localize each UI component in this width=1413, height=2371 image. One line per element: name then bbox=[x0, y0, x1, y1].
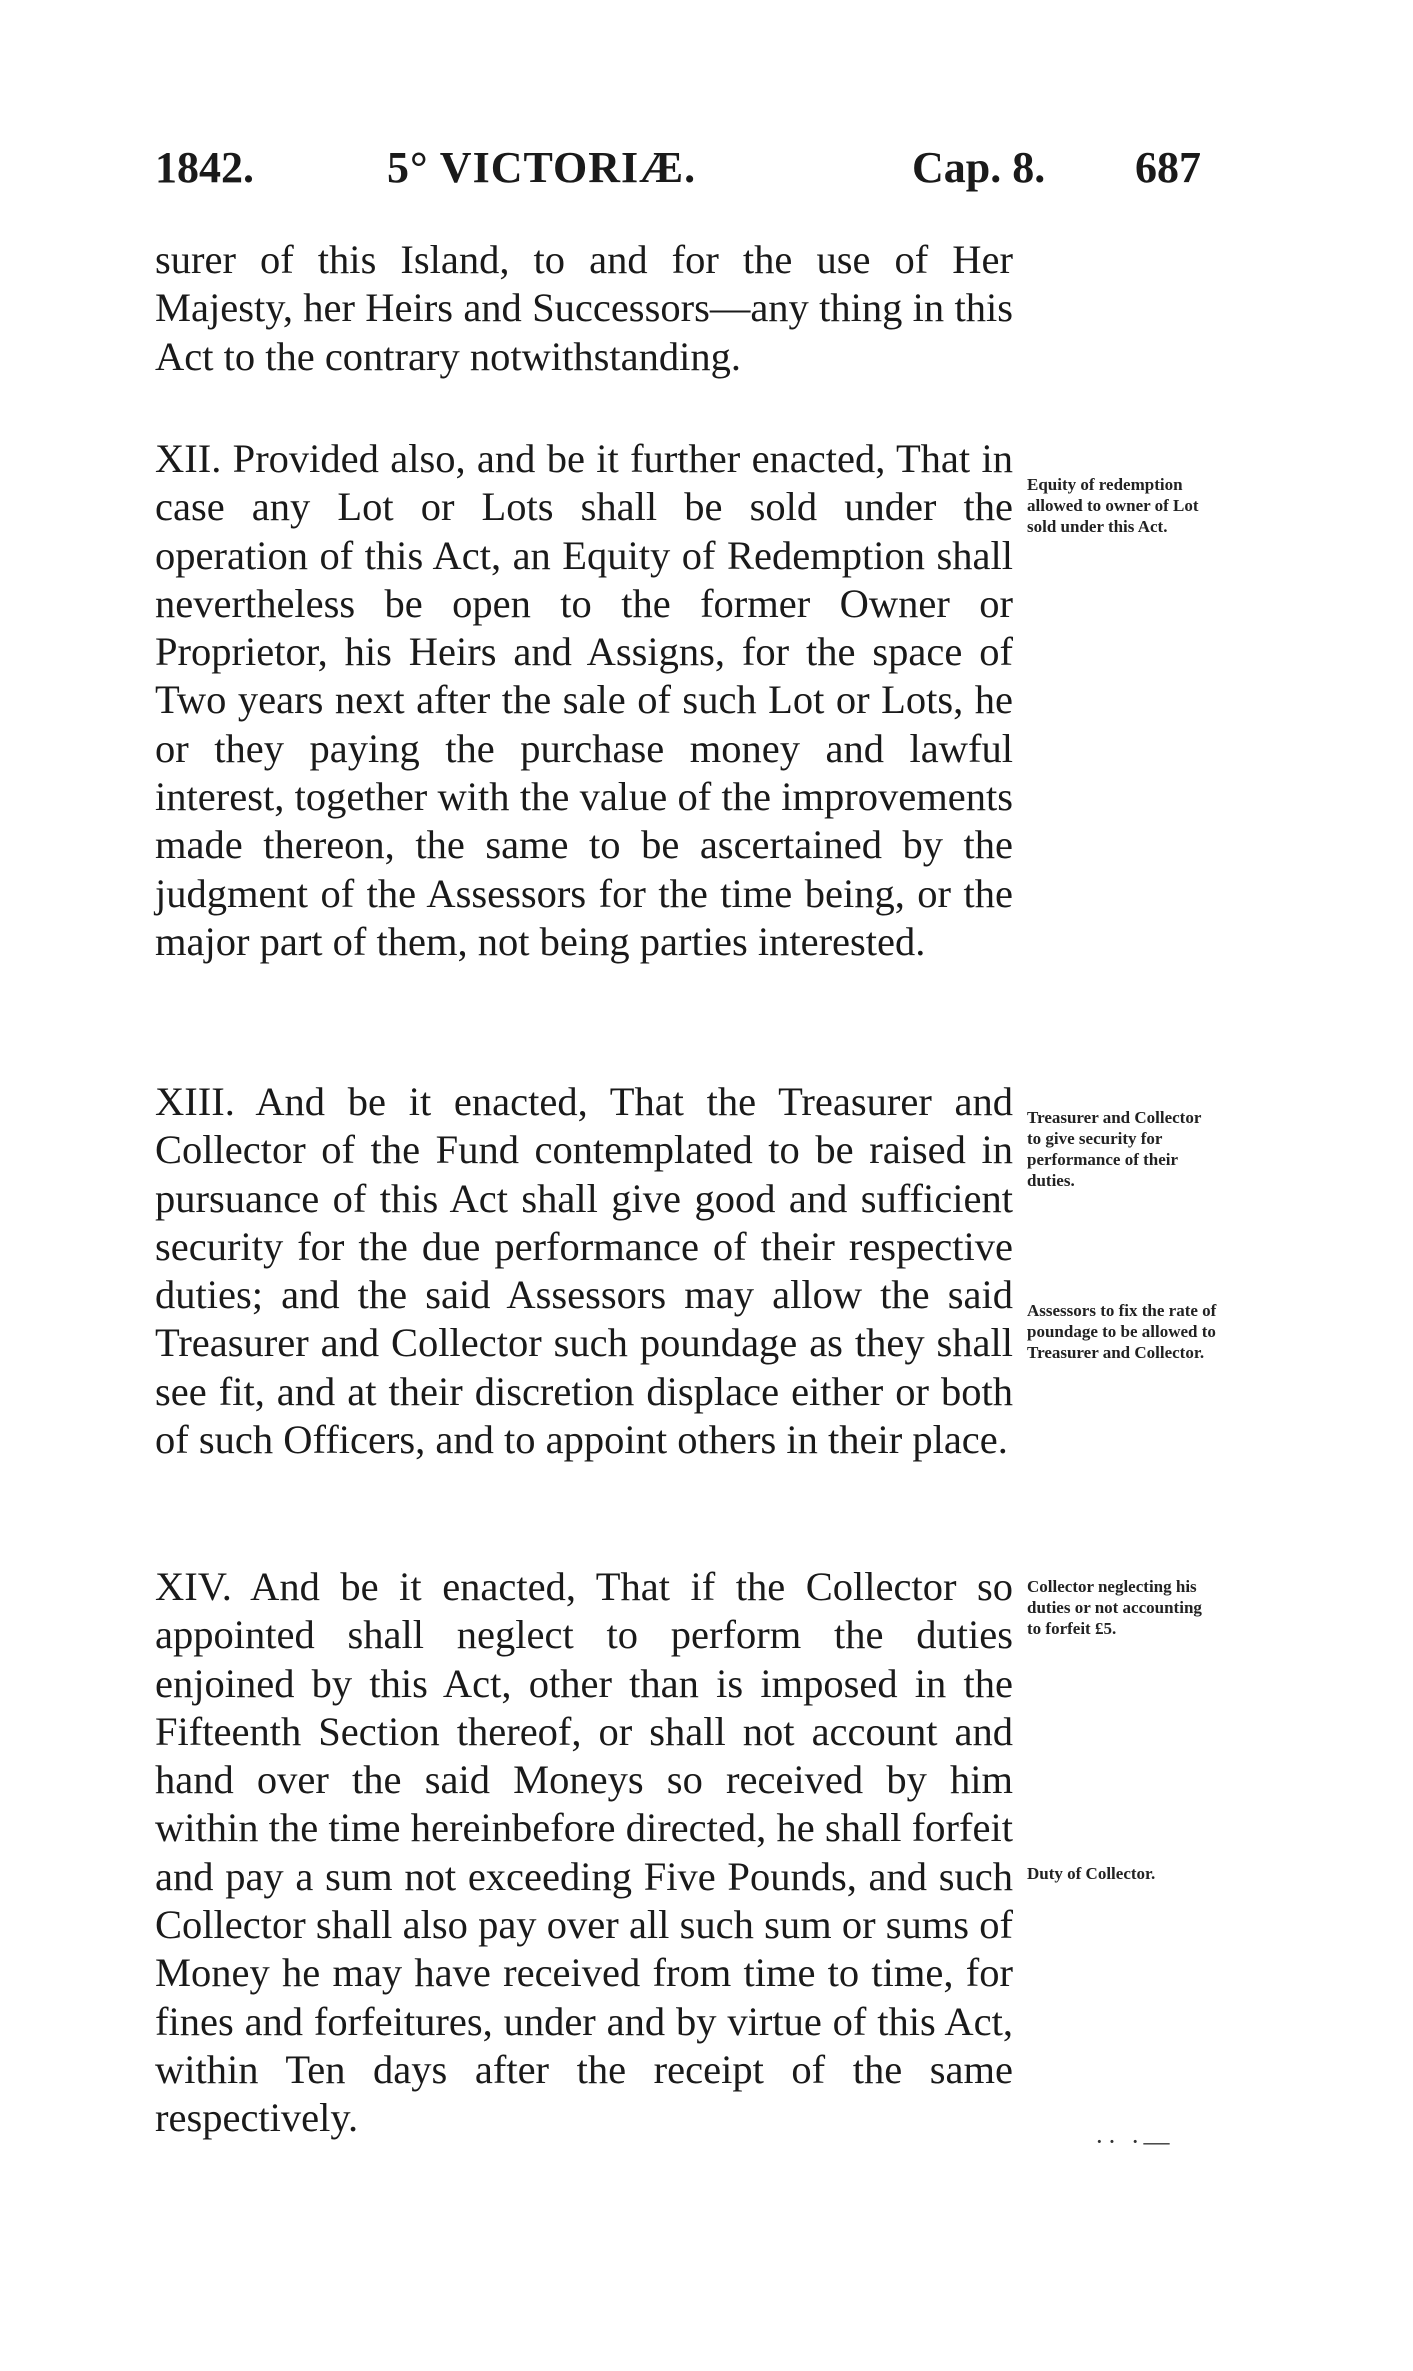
margin-note-duty-of-collector: Duty of Collector. bbox=[1027, 1864, 1156, 1883]
paragraph-text: XII. Provided also, and be it further enacted, That in case any Lot or Lots shall be sold under the operation of this Act, an Equity of Redemption shall nevertheless be open to the former Owner or Proprietor, his Heirs and Assigns, for the space of Two years next after the sale of such Lot or Lots, he or they paying the purchase money and lawful interest, together with the value of the improvements made thereon, the same to be ascertained by the judgment of the Assessors for the time being, or the major part of them, not being parties interested. bbox=[155, 436, 1013, 964]
paragraph-text: XIV. And be it enacted, That if the Collector so appointed shall neglect to perform the duties enjoined by this Act, other than is imposed in the Fifteenth Section thereof, or shall not account and hand over the said Moneys so received by him within the time hereinbefore directed, he shall forfeit and pay a sum not exceeding Five Pounds, and such Collector shall also pay over all such sum or sums of Money he may have received from time to time, for fines and forfeitures, under and by virtue of this Act, within Ten days after the receipt of the same respectively. bbox=[155, 1564, 1013, 2141]
section-continuation bbox=[155, 236, 1013, 381]
section-xii bbox=[155, 435, 1013, 966]
section-xiv bbox=[155, 1563, 1013, 2143]
stray-print-marks: ·· ·— bbox=[1095, 2127, 1174, 2156]
running-header bbox=[155, 142, 1215, 202]
page-number: 687 bbox=[1135, 143, 1201, 192]
margin-note-security: Treasurer and Collector to give security for performance of their duties. bbox=[1027, 1108, 1202, 1190]
margin-note-collector-neglect: Collector neglecting his duties or not accounting to forfeit £5. bbox=[1027, 1577, 1202, 1638]
section-xiii bbox=[155, 1078, 1013, 1464]
paragraph-text: surer of this Island, to and for the use of Her Majesty, her Heirs and Successors—any thing in this Act to the contrary notwithstanding. bbox=[155, 237, 1013, 379]
header-year: 1842. bbox=[155, 143, 254, 192]
header-reign: 5° VICTORIÆ. bbox=[387, 143, 697, 192]
margin-note-poundage: Assessors to fix the rate of poundage to be allowed to Treasurer and Collector. bbox=[1027, 1301, 1217, 1362]
paragraph-text: XIII. And be it enacted, That the Treasurer and Collector of the Fund contemplated to be raised in pursuance of this Act shall give good and sufficient security for the due performance of their respective duties; and the said Assessors may allow the said Treasurer and Collector such poundage as they shall see fit, and at their discretion displace either or both of such Officers, and to appoint others in their place. bbox=[155, 1079, 1013, 1463]
margin-note-equity: Equity of redemption allowed to owner of Lot sold under this Act. bbox=[1027, 475, 1199, 536]
header-chapter: Cap. 8. bbox=[912, 143, 1046, 192]
